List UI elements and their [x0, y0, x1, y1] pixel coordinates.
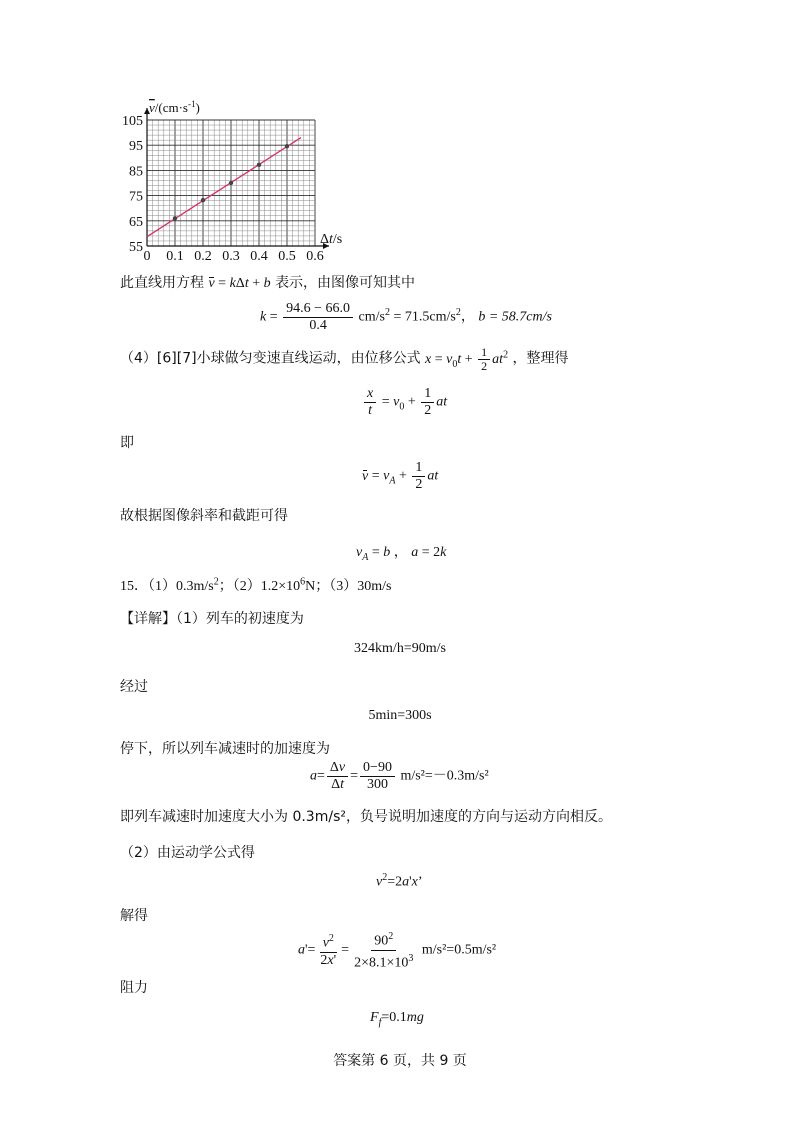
time-eq: 5min=300s — [368, 708, 432, 723]
x-tick-label: 0.5 — [278, 249, 296, 264]
va-a-result: $v_A = b$ ， a = 2k — [356, 545, 447, 563]
velocity-time-chart — [110, 98, 350, 268]
x-tick-label: 0.4 — [250, 249, 268, 264]
data-point — [173, 216, 177, 220]
line-equation: v = kΔt + b — [208, 276, 271, 291]
detail-heading: 【详解】（1）列车的初速度为 — [120, 611, 304, 627]
fit-line — [147, 138, 301, 237]
accel-note: 即列车减速时加速度大小为 0.3m/s²，负号说明加速度的方向与运动方向相反。 — [120, 809, 612, 825]
initial-speed-eq: 324km/h=90m/s — [354, 641, 446, 656]
data-point — [201, 198, 205, 202]
v2-eq: $v^2=2a'x$’ — [376, 872, 423, 890]
k-formula: k = $\frac{94.6 - 66.0}{0.4}$ $cm/s^2 = 71.5cm/s^2$， b = 58.7cm/s — [260, 301, 552, 333]
x-tick-label: 0.2 — [194, 249, 212, 264]
y-tick-label: 85 — [129, 164, 143, 180]
ji-label: 即 — [120, 435, 134, 451]
x-tick-label: 0.6 — [306, 249, 324, 264]
line-equation-sentence: 此直线用方程 v = kΔt + b 表示，由图像可知其中 — [120, 275, 416, 291]
data-point — [257, 163, 261, 167]
section-4-text: （4）[6][7]小球做匀变速直线运动，由位移公式 $x = v_0t$ + $\frac{1}{2}$ $at^2$ ，整理得 — [120, 345, 569, 373]
jingguo-label: 经过 — [120, 679, 148, 695]
a-prime-formula: a'= $\frac{v^2}{2x'}$ = $\frac{90^2}{2\times 8.1\times 10^3}$ m/s²=0.5m/s² — [298, 931, 497, 971]
b-value: b = 58.7cm/s — [478, 309, 552, 325]
vbar-formula: $v = v_A$ + $\frac{1}{2}$ at — [362, 460, 439, 492]
jiede-label: 解得 — [120, 908, 148, 924]
q15-answers: 15．$(1)0.3m/s^2$；$(2)1.2\times 10^6N$；（3）30m/s — [120, 576, 392, 594]
y-tick-label: 55 — [129, 240, 143, 255]
y-tick-label: 105 — [122, 114, 143, 129]
x-over-t-formula: $\frac{x}{t}$ = $v_0$ + $\frac{1}{2}$ at — [362, 386, 447, 419]
slope-intercept-text: 故根据图像斜率和截距可得 — [120, 508, 288, 524]
zuli-label: 阻力 — [120, 980, 148, 996]
page-footer: 答案第 6 页，共 9 页 — [333, 1053, 467, 1069]
data-point — [285, 144, 289, 148]
y-tick-label: 95 — [129, 139, 143, 155]
y-tick-label: 75 — [129, 189, 143, 205]
x-tick-label: 0.1 — [166, 249, 184, 264]
deceleration-formula: a= $\frac{\Delta v}{\Delta t}$ = $\frac{0-90}{300}$ m/s²=－0.3m/s² — [310, 760, 489, 792]
x-tick-label: 0.3 — [222, 249, 240, 264]
y-tick-label: 65 — [129, 214, 143, 230]
x-axis-label: Δt/s — [320, 232, 343, 247]
stop-text: 停下，所以列车减速时的加速度为 — [120, 741, 330, 757]
y-axis-label: $v/(cm\cdot s^{-1})$ — [149, 99, 200, 115]
section-2-text: （2）由运动学公式得 — [120, 845, 255, 861]
friction-eq: $F_f=0.1mg$ — [370, 1010, 424, 1028]
x-tick-label: 0 — [143, 249, 151, 264]
data-point — [229, 181, 233, 185]
